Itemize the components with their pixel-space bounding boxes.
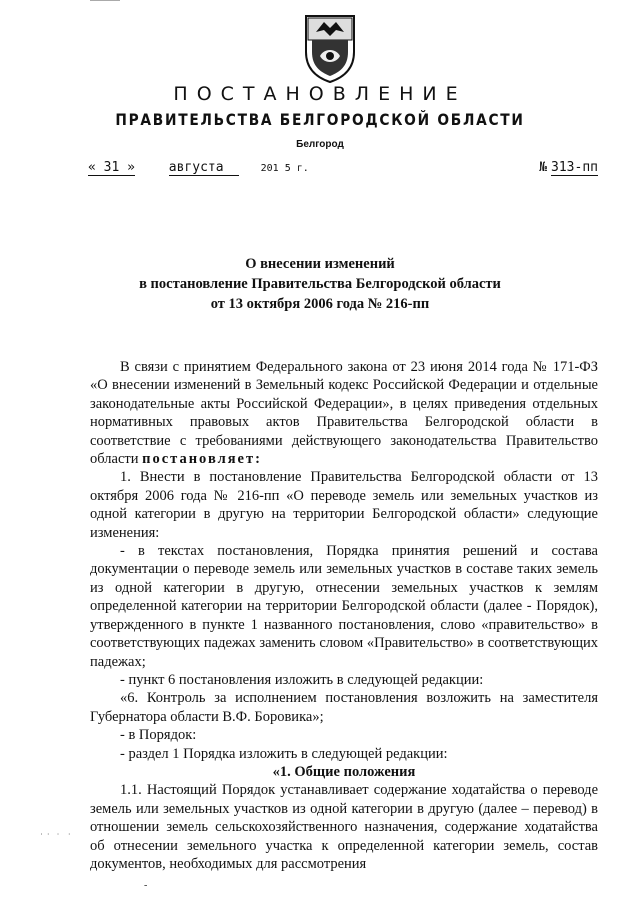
date-month: августа: [169, 160, 239, 176]
number-value: 313-пп: [551, 160, 598, 175]
paragraph: 1. Внести в постановление Правительства Белгородской области от 13 октября 2006 года № 216-пп «О переводе земель или земельных участков из одной категории в другую на территории Белгородской области» следующие изменения:: [90, 469, 598, 541]
document-body: [90, 358, 598, 873]
coat-of-arms-icon: [302, 12, 358, 84]
city-label: Белгород: [296, 139, 344, 150]
paragraph: 1.1. Настоящий Порядок устанавливает содержание ходатайства о переводе земель или земельных участков из одной категории в другую (далее – перевод) в отношении земель сельскохозяйственного назначения, содержание ходатайства об отнесении земельного участка к определенной категории земель, состав документов, необходимых для рассмотрения: [90, 782, 598, 872]
page-mark: -: [144, 880, 148, 891]
date-year: 201 5 г.: [260, 163, 309, 174]
number-label: №: [539, 160, 548, 175]
scan-edge-mark: [90, 0, 120, 1]
paragraph: - в текстах постановления, Порядка принятия решений и состава документации о переводе земель или земельных участков в составе таких земель из одной категории в другую, отнесении земельных участков к землям определенной категории на территории Белгородской области (далее - Порядок), утвержденного в пункте 1 названного постановления, слово «правительство» в соответствующих падежах заменить словом «Правительство» в соответствующих падежах;: [90, 543, 598, 670]
heading-line-3: от 13 октября 2006 года № 216-пп: [210, 296, 430, 312]
paragraph: - пункт 6 постановления изложить в следующей редакции:: [120, 671, 484, 688]
issuer-title: ПРАВИТЕЛЬСТВА БЕЛГОРОДСКОЙ ОБЛАСТИ: [115, 110, 525, 129]
paragraph: - в Порядок:: [120, 727, 197, 744]
resolution-word: постановляет:: [142, 451, 262, 468]
paragraph: [90, 358, 598, 468]
paragraph: - раздел 1 Порядка изложить в следующей редакции:: [120, 745, 448, 762]
document-number: [539, 160, 598, 175]
date-day: « 31 »: [88, 160, 135, 175]
margin-scribble: ˙ ̇ ˙ ˙: [40, 832, 74, 842]
section-title: «1. Общие положения: [272, 763, 416, 780]
heading-line-2: в постановление Правительства Белгородской области: [139, 276, 501, 292]
paragraph-text: В связи с принятием Федерального закона от 23 июня 2014 года № 171-ФЗ «О внесении изменений в Земельный кодекс Российской Федерации и отдельные законодательные акты Российской Федерации», в целях приведения отдельных нормативных правовых актов Правительства Белгородской области в соответствие с требованиями действующего законодательства Правительство области: [90, 359, 598, 468]
paragraph: «6. Контроль за исполнением постановления возложить на заместителя Губернатора области В.Ф. Боровика»;: [90, 690, 598, 725]
heading-line-1: О внесении изменений: [245, 256, 395, 272]
document-heading: [0, 254, 640, 314]
document-date: [88, 160, 309, 176]
document-type-title: ПОСТАНОВЛЕНИЕ: [173, 83, 467, 105]
